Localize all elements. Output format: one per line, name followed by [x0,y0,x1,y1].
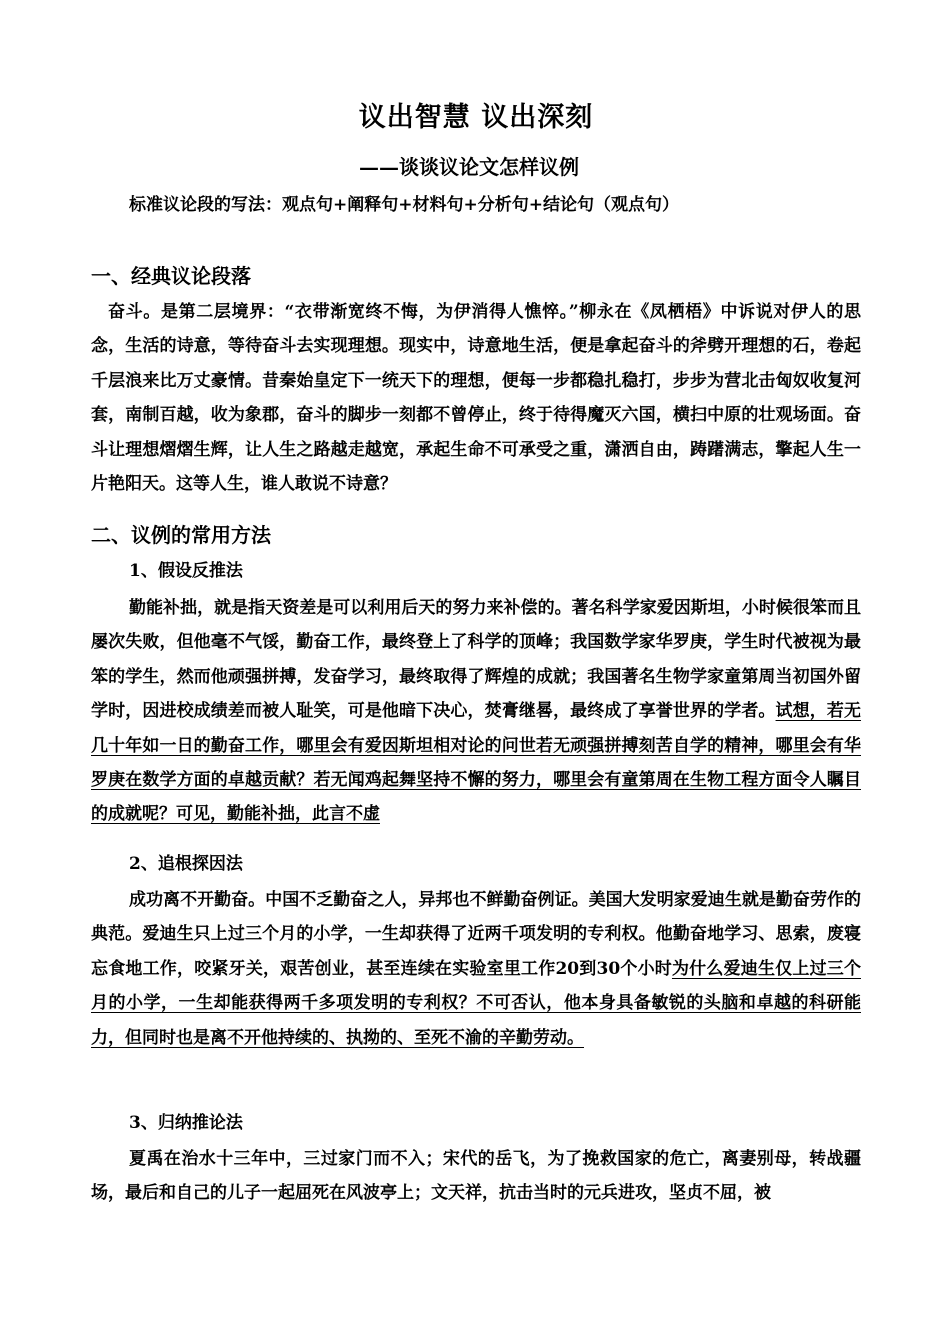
method-text-root-cause-plain: 成功离不开勤奋。中国不乏勤奋之人，异邦也不鲜勤奋例证。美国大发明家爱迪生就是勤奋劳作的典范。爱迪生只上过三个月的小学，一生却获得了近两千项发明的专利权。他勤奋地学习、思索，废寝忘食地工作，咬紧牙关，艰苦创业，甚至连续在实验室里工作20到30个小时 [91,890,861,979]
method-text-hypothesis-underlined: 试想，若无几十年如一日的勤奋工作，哪里会有爱因斯坦相对论的问世若无顽强拼搏刻苦自学的精神，哪里会有华罗庚在数学方面的卓越贡献？若无闻鸡起舞坚持不懈的努力，哪里会有童第周在生物工程方面令人瞩目的成就呢？可见，勤能补拙，此言不虚 [91,701,862,825]
classic-paragraph-text: 奋斗。是第二层境界：“衣带渐宽终不悔，为伊消得人憔悴。”柳永在《凤栖梧》中诉说对伊人的思念，生活的诗意，等待奋斗去实现理想。现实中，诗意地生活，便是拿起奋斗的斧劈开理想的石，卷起千层浪来比万丈豪情。昔秦始皇定下一统天下的理想，便每一步都稳扎稳打，步步为营北击匈奴收复河套，南制百越，收为象郡，奋斗的脚步一刻都不曾停止，终于待得魔灭六国，横扫中原的壮观场面。奋斗让理想熠熠生辉，让人生之路越走越宽，承起生命不可承受之重，潇洒自由，踌躇满志，擎起人生一片艳阳天。这等人生，谁人敢说不诗意？ [91,302,861,495]
section-heading-classic-paragraph: 一、经典议论段落 [91,264,251,288]
document-subtitle: ——谈谈议论文怎样议例 [359,155,579,179]
method-heading-induction: 3、归纳推论法 [129,1113,243,1133]
section-heading-methods: 二、议例的常用方法 [91,523,271,547]
method-heading-hypothesis: 1、假设反推法 [129,561,243,581]
paragraph-formula: 标准议论段的写法：观点句+阐释句+材料句+分析句+结论句（观点句） [129,195,679,215]
method-text-root-cause-underlined: 为什么爱迪生仅上过三个月的小学，一生却能获得两千多项发明的专利权？不可否认，他本身具备敏锐的头脑和卓越的科研能力，但同时也是离不开他持续的、执拗的、至死不渝的辛勤劳动。 [91,958,861,1048]
method-heading-root-cause: 2、追根探因法 [129,854,243,874]
method-paragraph-root-cause [91,883,861,1055]
document-title: 议出智慧 议出深刻 [358,102,594,133]
method-paragraph-induction: 夏禹在治水十三年中，三过家门而不入；宋代的岳飞，为了挽救国家的危亡，离妻别母，转战疆场，最后和自己的儿子一起屈死在风波亭上；文天祥，抗击当时的元兵进攻，坚贞不屈，被 [91,1149,861,1204]
method-paragraph-hypothesis [91,591,861,832]
method-text-hypothesis-plain: 勤能补拙，就是指天资差是可以利用后天的努力来补偿的。著名科学家爱因斯坦，小时候很笨而且屡次失败，但他毫不气馁，勤奋工作，最终登上了科学的顶峰；我国数学家华罗庚，学生时代被视为最笨的学生，然而他顽强拼搏，发奋学习，最终取得了辉煌的成就；我国著名生物学家童第周当初国外留学时，因进校成绩差而被人耻笑，可是他暗下决心，焚膏继晷，最终成了享誉世界的学者。 [91,598,861,722]
